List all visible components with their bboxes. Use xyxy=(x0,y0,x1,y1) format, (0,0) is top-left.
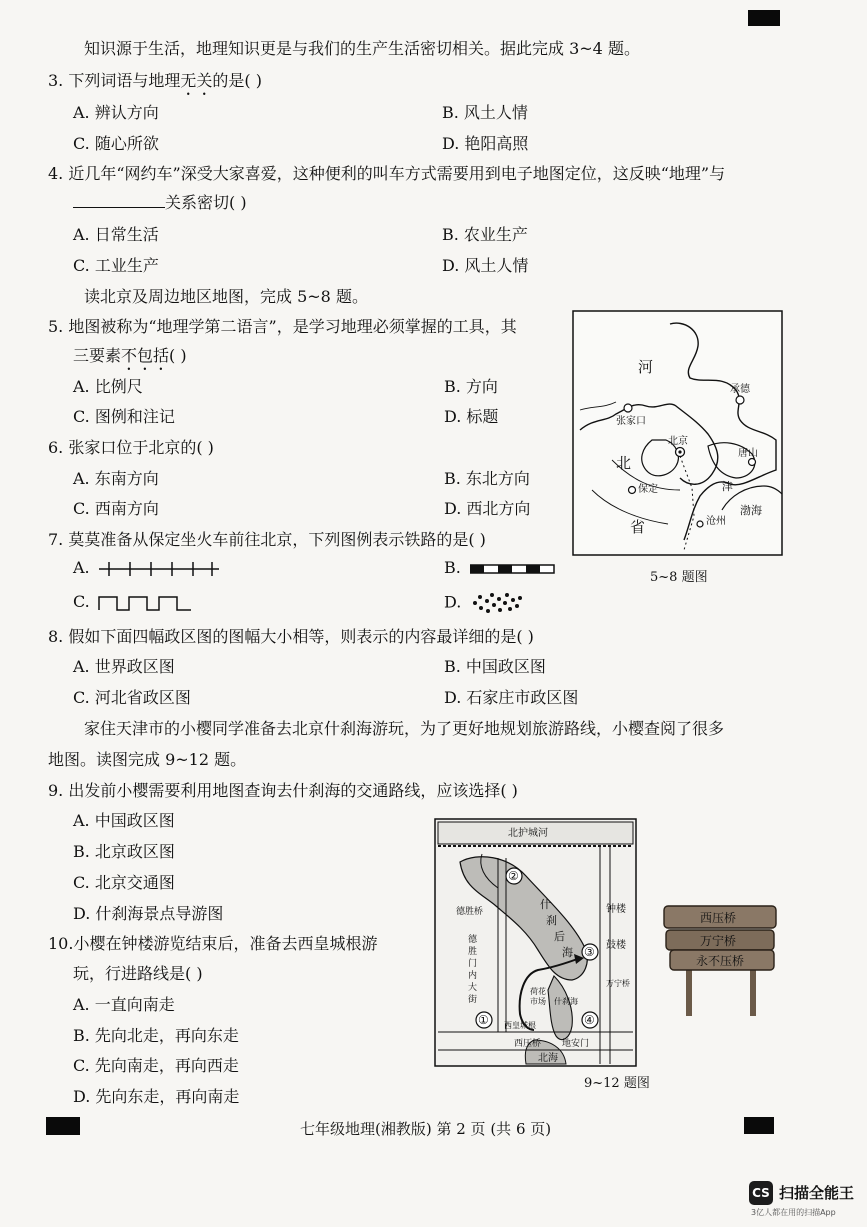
q4-option-d: D. 风土人情 xyxy=(442,256,529,275)
map912-label-wanning: 万宁桥 xyxy=(606,979,630,988)
map58-label-baoding: 保定 xyxy=(638,484,658,495)
page-footer: 七年级地理(湘教版) 第 2 页 (共 6 页) xyxy=(300,1120,552,1138)
q3-option-d: D. 艳阳高照 xyxy=(442,134,529,153)
q3-option-c: C. 随心所欲 xyxy=(73,134,159,153)
q7-option-c xyxy=(73,592,193,612)
q5-option-a: A. 比例尺 xyxy=(73,377,143,396)
q6-option-d: D. 西北方向 xyxy=(444,499,531,518)
map912-label-cha: 刹 xyxy=(546,914,557,927)
map58-label-zhangjiakou: 张家口 xyxy=(616,416,646,427)
signpost-illustration xyxy=(660,902,782,1018)
q3-emphasis: 无关 xyxy=(180,71,213,90)
q7-option-d xyxy=(444,592,524,614)
map912-caption: 9~12 题图 xyxy=(584,1076,650,1091)
app-name: 扫描全能王 xyxy=(779,1184,855,1202)
q8-option-b: B. 中国政区图 xyxy=(444,657,546,676)
q10-option-c: C. 先向南走，再向西走 xyxy=(73,1056,239,1075)
sign-line-2: 万宁桥 xyxy=(700,934,737,948)
q7-option-a xyxy=(73,558,221,578)
q7-option-b-label: B. xyxy=(444,558,461,577)
question-3 xyxy=(48,68,262,99)
map912-label-moat: 北护城河 xyxy=(508,828,548,839)
q7-option-b xyxy=(444,558,556,577)
q5-line2 xyxy=(73,343,187,374)
q5-line2-post: ( ) xyxy=(169,346,187,365)
q9-option-a: A. 中国政区图 xyxy=(73,811,175,830)
legend-dots xyxy=(470,592,524,614)
map912-label-dianan: 地安门 xyxy=(562,1039,590,1049)
map912-label-qianhai: 什刹海 xyxy=(554,997,578,1006)
q6-option-b: B. 东北方向 xyxy=(444,469,530,488)
map-shichahai xyxy=(434,818,638,1068)
map912-label-hou: 后 xyxy=(554,930,565,943)
map912-marker-3: ③ xyxy=(584,945,595,959)
map912-street-2: 胜 xyxy=(468,947,478,957)
q8-option-d: D. 石家庄市政区图 xyxy=(444,688,579,707)
map58-label-sheng: 省 xyxy=(630,518,646,536)
map58-label-tangshan: 唐山 xyxy=(738,448,758,459)
intro-9-12-line2: 地图。读图完成 9~12 题。 xyxy=(48,750,247,769)
map912-marker-1: ① xyxy=(478,1013,489,1027)
legend-railway xyxy=(470,563,556,575)
q3-pre: 3. 下列词语与地理 xyxy=(48,71,181,90)
map-beijing-region xyxy=(572,310,784,556)
q3-option-b: B. 风土人情 xyxy=(442,103,528,122)
map912-marker-2: ② xyxy=(508,869,519,883)
q3-option-a: A. 辨认方向 xyxy=(73,103,159,122)
map912-street-6: 街 xyxy=(468,995,478,1005)
map912-label-beihai: 北海 xyxy=(538,1053,558,1064)
q10-option-a: A. 一直向南走 xyxy=(73,995,175,1014)
q5-option-b: B. 方向 xyxy=(444,377,498,396)
map912-street-5: 大 xyxy=(468,983,478,993)
q7-option-d-label: D. xyxy=(444,592,462,612)
q6-stem: 6. 张家口位于北京的( ) xyxy=(48,438,214,457)
q7-stem: 7. 莫莫准备从保定坐火车前往北京，下列图例表示铁路的是( ) xyxy=(48,530,486,549)
q4-line2-text: 关系密切( ) xyxy=(165,193,247,212)
map912-label-hai: 海 xyxy=(562,946,573,959)
intro-3-4: 知识源于生活，地理知识更是与我们的生产生活密切相关。据此完成 3~4 题。 xyxy=(84,39,640,58)
legend-plus-line xyxy=(99,560,221,578)
intro-9-12-line1: 家住天津市的小樱同学准备去北京什刹海游玩，为了更好地规划旅游路线，小樱查阅了很多 xyxy=(84,719,725,738)
map58-caption: 5~8 题图 xyxy=(650,570,708,585)
map58-label-cangzhou: 沧州 xyxy=(706,516,726,527)
corner-mark-bottom-right xyxy=(744,1117,774,1134)
q9-stem: 9. 出发前小樱需要利用地图查询去什刹海的交通路线，应该选择( ) xyxy=(48,781,518,800)
map912-street-3: 门 xyxy=(468,959,478,969)
cs-scanner-logo-icon: CS xyxy=(749,1181,773,1205)
map912-label-shen: 什 xyxy=(540,898,551,911)
map58-label-he: 河 xyxy=(638,358,654,376)
intro-5-8: 读北京及周边地区地图，完成 5~8 题。 xyxy=(84,287,368,306)
map912-marker-4: ④ xyxy=(584,1013,595,1027)
map912-street-4: 内 xyxy=(468,971,478,981)
map58-label-beijing: 北京 xyxy=(668,436,688,447)
q7-option-c-label: C. xyxy=(73,592,90,611)
legend-wall xyxy=(97,594,193,612)
q5-option-d: D. 标题 xyxy=(444,407,499,426)
q5-emphasis: 不包括 xyxy=(121,346,170,365)
sign-line-3: 永不压桥 xyxy=(696,954,745,968)
map58-label-tianjin: 津 xyxy=(722,480,733,493)
q6-option-c: C. 西南方向 xyxy=(73,499,159,518)
q9-option-b: B. 北京政区图 xyxy=(73,842,175,861)
q4-line1: 4. 近几年“网约车”深受大家喜爱，这种便利的叫车方式需要用到电子地图定位，这反映“地理”与 xyxy=(48,164,726,183)
map912-street-1: 德 xyxy=(468,935,478,945)
q4-option-b: B. 农业生产 xyxy=(442,225,528,244)
map58-label-chengde: 承德 xyxy=(730,384,750,395)
map912-label-desheng: 德胜桥 xyxy=(456,907,484,917)
map912-label-hehua-2: 市场 xyxy=(530,997,546,1006)
map912-label-xihuang: 西皇城根 xyxy=(504,1021,536,1030)
q7-option-a-label: A. xyxy=(73,558,90,577)
map58-label-bohai: 渤海 xyxy=(740,504,762,517)
q10-line2: 玩，行进路线是( ) xyxy=(73,964,203,983)
q10-option-b: B. 先向北走，再向东走 xyxy=(73,1026,239,1045)
map912-label-zhonglou: 钟楼 xyxy=(606,904,626,915)
map912-label-gulou: 鼓楼 xyxy=(606,940,626,951)
map912-label-hehua-1: 荷花 xyxy=(530,987,546,996)
q4-option-c: C. 工业生产 xyxy=(73,256,159,275)
q4-option-a: A. 日常生活 xyxy=(73,225,159,244)
q4-line2 xyxy=(73,190,247,213)
q10-line1: 10.小樱在钟楼游览结束后，准备去西皇城根游 xyxy=(48,934,378,953)
map912-label-xiya: 西压桥 xyxy=(514,1039,542,1049)
sign-line-1: 西压桥 xyxy=(700,911,737,925)
q3-post: 的是( ) xyxy=(212,71,262,90)
app-tagline: 3亿人都在用的扫描App xyxy=(751,1208,836,1217)
corner-mark-top-right xyxy=(748,10,780,26)
q8-option-c: C. 河北省政区图 xyxy=(73,688,191,707)
map58-label-bei: 北 xyxy=(616,454,632,472)
q8-stem: 8. 假如下面四幅政区图的图幅大小相等，则表示的内容最详细的是( ) xyxy=(48,627,534,646)
q9-option-c: C. 北京交通图 xyxy=(73,873,175,892)
q6-option-a: A. 东南方向 xyxy=(73,469,159,488)
q8-option-a: A. 世界政区图 xyxy=(73,657,175,676)
q10-option-d: D. 先向东走，再向南走 xyxy=(73,1087,240,1106)
q5-option-c: C. 图例和注记 xyxy=(73,407,175,426)
corner-mark-bottom-left xyxy=(46,1117,80,1135)
q4-blank xyxy=(73,193,165,208)
q5-line1: 5. 地图被称为“地理学第二语言”，是学习地理必须掌握的工具，其 xyxy=(48,317,517,336)
q9-option-d: D. 什刹海景点导游图 xyxy=(73,904,224,923)
q5-line2-pre: 三要素 xyxy=(73,346,122,365)
